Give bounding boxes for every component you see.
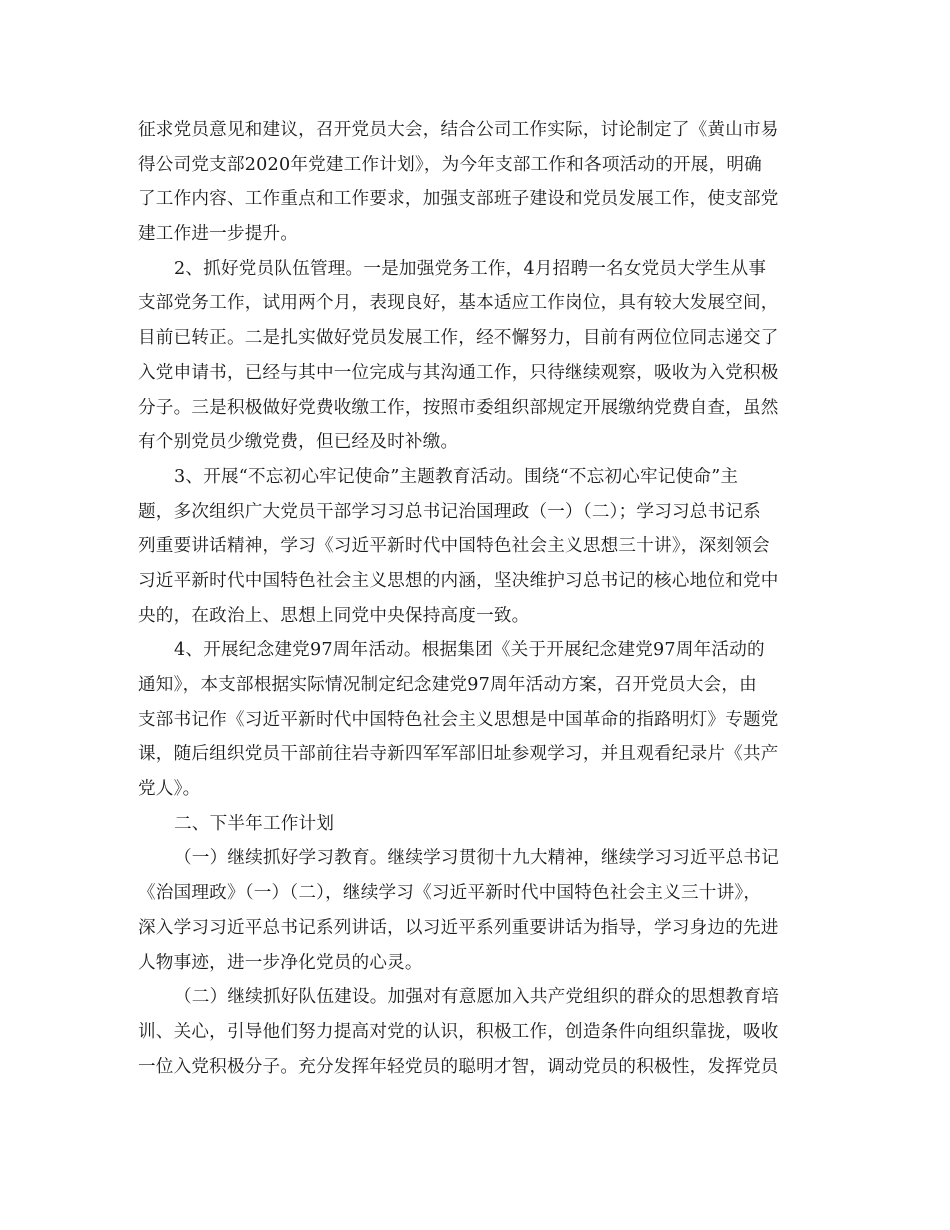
text-line: 央的，在政治上、思想上同党中央保持高度一致。 bbox=[138, 605, 530, 626]
text-line: 得公司党支部2020年党建工作计划》，为今年支部工作和各项活动的开展，明确 bbox=[138, 154, 762, 175]
text-line: 入党申请书，已经与其中一位完成与其沟通工作，只待继续观察，吸收为入党积极 bbox=[138, 362, 779, 383]
text-line: 目前已转正。二是扎实做好党员发展工作，经不懈努力，目前有两位位同志递交了 bbox=[138, 328, 779, 349]
text-line: 一位入党积极分子。充分发挥年轻党员的聪明才智，调动党员的积极性，发挥党员 bbox=[138, 1056, 779, 1077]
text-line: 3、开展“不忘初心牢记使命”主题教育活动。围绕“不忘初心牢记使命”主 bbox=[174, 466, 739, 487]
text-line: 了工作内容、工作重点和工作要求，加强支部班子建设和党员发展工作，使支部党 bbox=[138, 189, 779, 210]
text-line: 题，多次组织广大党员干部学习习总书记治国理政（一）（二）；学习习总书记系 bbox=[138, 501, 761, 522]
text-line: 建工作进一步提升。 bbox=[138, 224, 299, 245]
text-line: 训、关心，引导他们努力提高对党的认识，积极工作，创造条件向组织靠拢，吸收 bbox=[138, 1021, 779, 1042]
text-line: 人物事迹，进一步净化党员的心灵。 bbox=[138, 952, 423, 973]
text-line: 2、抓好党员队伍管理。一是加强党务工作，4月招聘一名女党员大学生从事 bbox=[174, 258, 767, 279]
text-line: 二、下半年工作计划 bbox=[174, 813, 335, 834]
text-line: 通知》，本支部根据实际情况制定纪念建党97周年活动方案，召开党员大会，由 bbox=[138, 675, 757, 695]
text-line: 深入学习习近平总书记系列讲话，以习近平系列重要讲话为指导，学习身边的先进 bbox=[138, 917, 779, 938]
text-line: （一）继续抓好学习教育。继续学习贯彻十九大精神，继续学习习近平总书记 bbox=[174, 848, 779, 869]
text-line: 征求党员意见和建议，召开党员大会，结合公司工作实际，讨论制定了《黄山市易 bbox=[138, 120, 779, 140]
text-line: （二）继续抓好队伍建设。加强对有意愿加入共产党组织的群众的思想教育培 bbox=[174, 987, 779, 1008]
text-line: 分子。三是积极做好党费收缴工作，按照市委组织部规定开展缴纳党费自查，虽然 bbox=[138, 397, 779, 418]
text-line: 4、开展纪念建党97周年活动。根据集团《关于开展纪念建党97周年活动的 bbox=[174, 640, 765, 661]
document-body bbox=[138, 113, 820, 1084]
text-line: 支部书记作《习近平新时代中国特色社会主义思想是中国革命的指路明灯》专题党 bbox=[138, 709, 779, 730]
text-line: 列重要讲话精神，学习《习近平新时代中国特色社会主义思想三十讲》，深刻领会 bbox=[138, 536, 770, 557]
text-line: 支部党务工作，试用两个月，表现良好，基本适应工作岗位，具有较大发展空间， bbox=[138, 293, 779, 314]
text-line: 习近平新时代中国特色社会主义思想的内涵，坚决维护习总书记的核心地位和党中 bbox=[138, 570, 779, 591]
text-line: 有个别党员少缴党费，但已经及时补缴。 bbox=[138, 432, 459, 453]
text-line: 《治国理政》（一）（二），继续学习《习近平新时代中国特色社会主义三十讲》， bbox=[138, 883, 762, 904]
text-line: 课，随后组织党员干部前往岩寺新四军军部旧址参观学习，并且观看纪录片《共产 bbox=[138, 744, 779, 765]
text-line: 党人》。 bbox=[138, 779, 201, 800]
